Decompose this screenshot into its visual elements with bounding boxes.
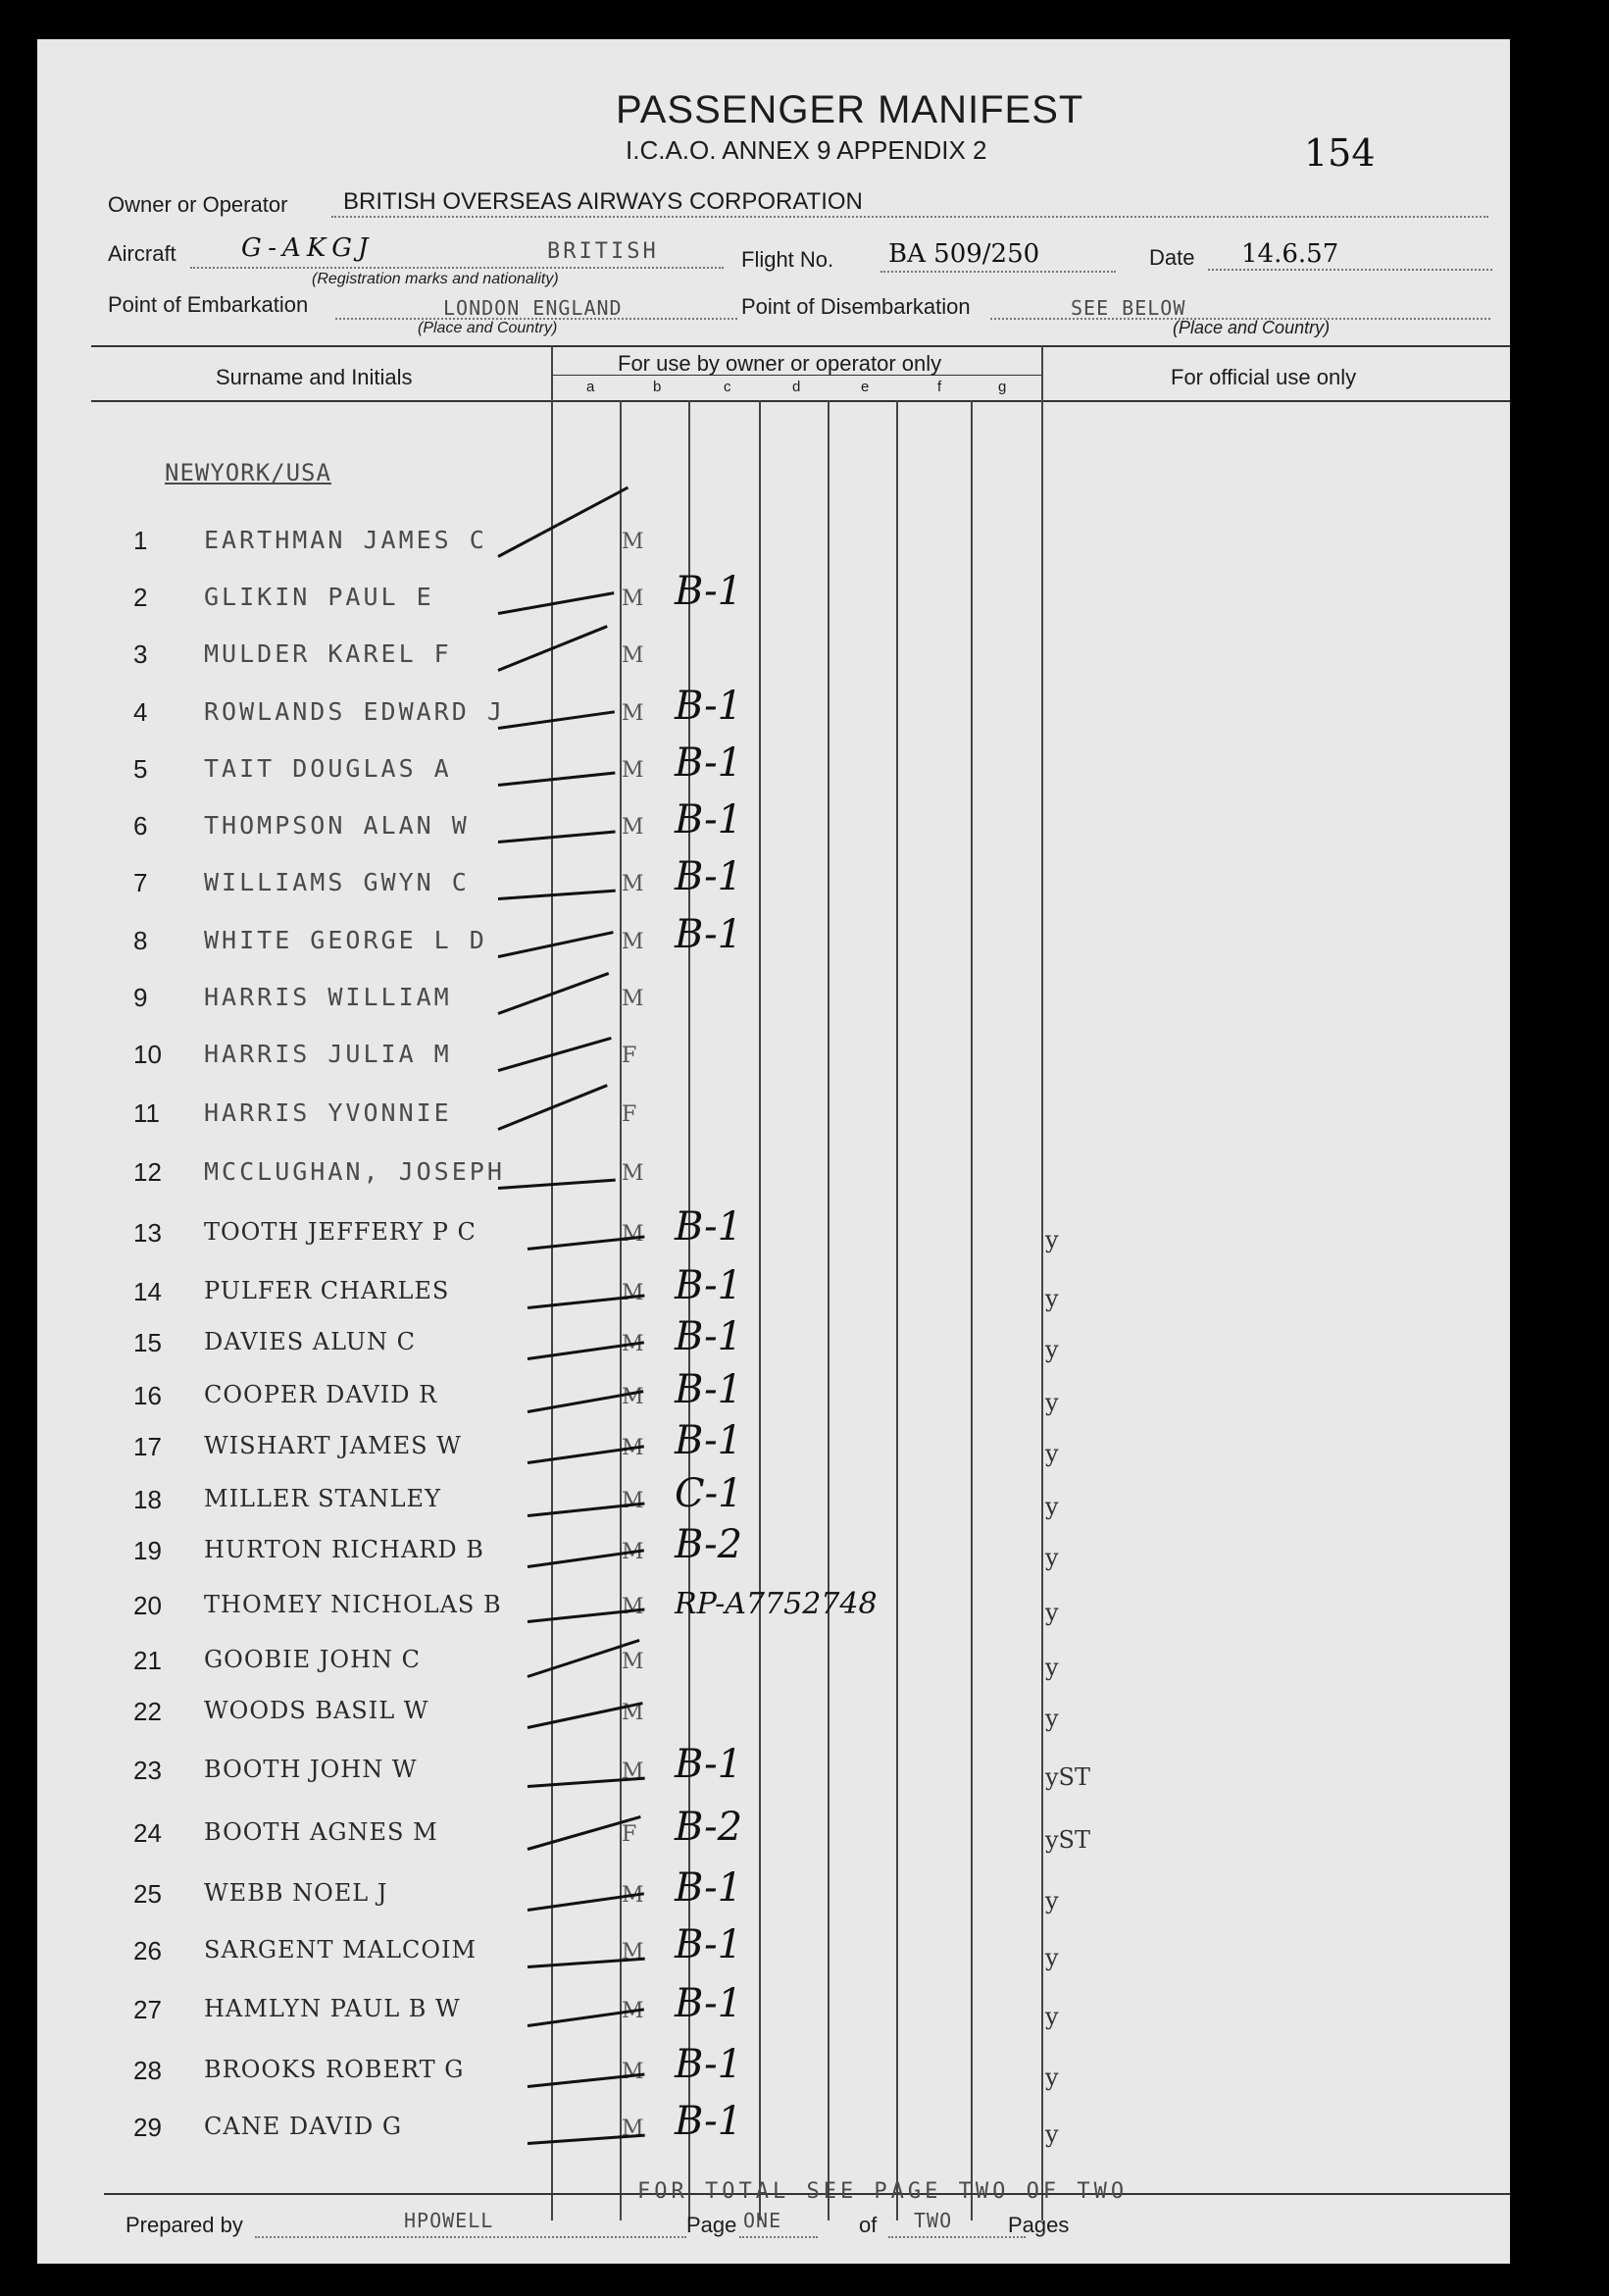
page-number: 154 xyxy=(1304,131,1376,175)
passenger-name: THOMEY NICHOLAS B xyxy=(204,1591,502,1618)
visa-class-mark: B-2 xyxy=(675,1805,743,1850)
passenger-sex: M xyxy=(622,1540,644,1564)
passenger-row xyxy=(37,1314,1510,1383)
passenger-number: 22 xyxy=(133,1697,162,1726)
passenger-row xyxy=(37,1805,1510,1873)
aircraft-value: G-AKGJ xyxy=(241,233,375,263)
passenger-name: GLIKIN PAUL E xyxy=(204,583,434,611)
passenger-row xyxy=(37,740,1510,809)
passenger-number: 17 xyxy=(133,1432,162,1461)
date-label: Date xyxy=(1149,245,1195,270)
document-subtitle: I.C.A.O. ANNEX 9 APPENDIX 2 xyxy=(626,135,987,165)
status-mark: y xyxy=(1045,2120,1059,2148)
passenger-row xyxy=(37,1040,1510,1095)
passenger-name: HURTON RICHARD B xyxy=(204,1536,484,1563)
passenger-number: 2 xyxy=(133,583,148,612)
prepared-by-value: HPOWELL xyxy=(404,2209,494,2232)
visa-class-mark: B-1 xyxy=(675,1263,743,1308)
prepared-by-label: Prepared by xyxy=(126,2213,243,2237)
visa-class-mark: B-1 xyxy=(675,1367,743,1412)
passenger-number: 8 xyxy=(133,926,148,955)
passenger-name: BOOTH JOHN W xyxy=(204,1756,418,1783)
passenger-row xyxy=(37,526,1510,581)
visa-class-mark: B-1 xyxy=(675,912,743,957)
passenger-row xyxy=(37,1367,1510,1436)
passenger-name: MCCLUGHAN, JOSEPH xyxy=(204,1157,505,1186)
passenger-sex: M xyxy=(622,1650,644,1674)
passenger-row xyxy=(37,1471,1510,1540)
passenger-name: TOOTH JEFFERY P C xyxy=(204,1218,477,1246)
passenger-number: 7 xyxy=(133,868,148,897)
passenger-row xyxy=(37,1981,1510,2050)
sub-col-c: c xyxy=(724,379,731,395)
passenger-number: 23 xyxy=(133,1756,162,1785)
passenger-sex: M xyxy=(622,1161,644,1186)
passenger-row xyxy=(37,1697,1510,1752)
passenger-name: HARRIS JULIA M xyxy=(204,1040,452,1068)
passenger-sex: M xyxy=(622,987,644,1011)
passenger-number: 21 xyxy=(133,1646,162,1675)
nationality-value: BRITISH xyxy=(547,239,659,264)
owner-label: Owner or Operator xyxy=(108,192,288,217)
passenger-row xyxy=(37,1865,1510,1934)
passenger-row xyxy=(37,1157,1510,1212)
passenger-row xyxy=(37,1098,1510,1153)
passenger-number: 29 xyxy=(133,2113,162,2142)
passenger-name: MILLER STANLEY xyxy=(204,1485,441,1512)
passenger-sex: M xyxy=(622,1385,644,1409)
visa-class-mark: B-1 xyxy=(675,1314,743,1359)
visa-class-mark: B-1 xyxy=(675,569,743,614)
total-note: FOR TOTAL SEE PAGE TWO OF TWO xyxy=(637,2179,1129,2204)
sub-col-a: a xyxy=(586,379,595,395)
pages-label: Pages xyxy=(1008,2213,1070,2237)
visa-class-mark: C-1 xyxy=(675,1471,743,1516)
passenger-row xyxy=(37,797,1510,866)
passenger-sex: M xyxy=(622,587,644,611)
passenger-sex: M xyxy=(622,2060,644,2084)
passenger-row xyxy=(37,2099,1510,2168)
visa-class-mark: B-1 xyxy=(675,1981,743,2026)
passenger-row xyxy=(37,1418,1510,1487)
passenger-row xyxy=(37,1522,1510,1591)
passenger-row xyxy=(37,1204,1510,1273)
column-operator-header: For use by owner or operator only xyxy=(618,351,942,376)
status-mark: y xyxy=(1045,1440,1059,1467)
passenger-row xyxy=(37,983,1510,1038)
aircraft-label: Aircraft xyxy=(108,241,176,266)
sub-col-g: g xyxy=(998,379,1007,395)
passenger-sex: M xyxy=(622,2117,644,2141)
passenger-name: BOOTH AGNES M xyxy=(204,1818,438,1846)
passenger-sex: M xyxy=(622,872,644,896)
passenger-number: 24 xyxy=(133,1818,162,1848)
passenger-sex: M xyxy=(622,701,644,726)
registration-note: (Registration marks and nationality) xyxy=(312,271,559,287)
check-tick-mark xyxy=(498,931,614,958)
passenger-row xyxy=(37,912,1510,981)
passenger-sex: M xyxy=(622,1595,644,1619)
check-tick-mark xyxy=(498,710,615,730)
passenger-sex: M xyxy=(622,1701,644,1725)
passenger-sex: M xyxy=(622,1222,644,1247)
disembarkation-value: SEE BELOW xyxy=(1071,296,1186,320)
disembarkation-place-note: (Place and Country) xyxy=(1173,318,1331,337)
passenger-name: WHITE GEORGE L D xyxy=(204,926,487,954)
passenger-name: DAVIES ALUN C xyxy=(204,1328,416,1355)
passenger-number: 9 xyxy=(133,983,148,1012)
passenger-name: ROWLANDS EDWARD J xyxy=(204,697,505,726)
passenger-number: 12 xyxy=(133,1157,162,1187)
passenger-name: GOOBIE JOHN C xyxy=(204,1646,422,1673)
passenger-sex: M xyxy=(622,1999,644,2023)
passenger-row xyxy=(37,1646,1510,1701)
check-tick-mark xyxy=(498,771,616,787)
status-mark: y xyxy=(1045,1226,1059,1253)
visa-class-mark: B-1 xyxy=(675,2042,743,2087)
visa-class-mark: B-1 xyxy=(675,684,743,729)
of-value: TWO xyxy=(914,2209,953,2232)
visa-class-mark: B-1 xyxy=(675,740,743,786)
check-tick-mark xyxy=(498,591,615,615)
passenger-number: 27 xyxy=(133,1995,162,2024)
passenger-name: HAMLYN PAUL B W xyxy=(204,1995,461,2022)
sub-col-e: e xyxy=(861,379,870,395)
passenger-sex: M xyxy=(622,1489,644,1513)
passenger-sex: F xyxy=(622,1044,637,1068)
passenger-sex: M xyxy=(622,1332,644,1356)
check-tick-mark xyxy=(498,890,616,900)
passenger-row xyxy=(37,1742,1510,1811)
flight-label: Flight No. xyxy=(741,247,834,272)
passenger-number: 26 xyxy=(133,1936,162,1965)
status-mark: y xyxy=(1045,1285,1059,1312)
visa-class-mark: B-1 xyxy=(675,1922,743,1967)
status-mark: y xyxy=(1045,1493,1059,1520)
status-mark: y xyxy=(1045,1705,1059,1732)
visa-class-mark: B-1 xyxy=(675,1865,743,1911)
passenger-name: WOODS BASIL W xyxy=(204,1697,429,1724)
passenger-name: WEBB NOEL J xyxy=(204,1879,388,1907)
passenger-number: 1 xyxy=(133,526,148,555)
passenger-row xyxy=(37,1587,1510,1646)
passenger-row xyxy=(37,854,1510,923)
passenger-name: COOPER DAVID R xyxy=(204,1381,438,1408)
passenger-number: 4 xyxy=(133,697,148,727)
destination-heading: NEWYORK/USA xyxy=(165,459,331,486)
passenger-sex: M xyxy=(622,530,644,554)
passenger-row xyxy=(37,684,1510,752)
manifest-sheet xyxy=(37,39,1510,2264)
status-mark: y xyxy=(1045,2003,1059,2030)
flight-value: BA 509/250 xyxy=(888,239,1040,269)
disembarkation-label: Point of Disembarkation xyxy=(741,294,971,319)
passenger-number: 14 xyxy=(133,1277,162,1306)
column-official-header: For official use only xyxy=(1171,365,1357,389)
passenger-number: 5 xyxy=(133,754,148,784)
passenger-name: HARRIS WILLIAM xyxy=(204,983,452,1011)
passenger-number: 28 xyxy=(133,2056,162,2085)
column-surname-header: Surname and Initials xyxy=(216,365,413,389)
visa-class-mark: B-2 xyxy=(675,1522,743,1567)
status-mark: y xyxy=(1045,1544,1059,1571)
status-mark: y xyxy=(1045,1389,1059,1416)
page-label: Page xyxy=(686,2213,737,2237)
passenger-name: WISHART JAMES W xyxy=(204,1432,462,1459)
owner-value: BRITISH OVERSEAS AIRWAYS CORPORATION xyxy=(343,188,863,215)
passenger-name: EARTHMAN JAMES C xyxy=(204,526,487,554)
check-tick-mark xyxy=(498,1037,612,1072)
passenger-number: 25 xyxy=(133,1879,162,1909)
passenger-name: PULFER CHARLES xyxy=(204,1277,450,1304)
visa-class-mark: B-1 xyxy=(675,854,743,899)
passenger-sex: F xyxy=(622,1822,637,1847)
passenger-sex: M xyxy=(622,1883,644,1908)
visa-class-mark: B-1 xyxy=(675,1742,743,1787)
check-tick-mark xyxy=(497,486,629,558)
passenger-number: 19 xyxy=(133,1536,162,1565)
visa-class-mark: B-1 xyxy=(675,1418,743,1463)
of-label: of xyxy=(859,2213,878,2237)
embarkation-value: LONDON ENGLAND xyxy=(443,296,623,320)
status-mark: y xyxy=(1045,2064,1059,2091)
passenger-name: BROOKS ROBERT G xyxy=(204,2056,465,2083)
status-mark: yST xyxy=(1045,1763,1091,1791)
visa-class-mark: RP-A7752748 xyxy=(675,1587,878,1621)
passenger-number: 6 xyxy=(133,811,148,841)
embarkation-place-note: (Place and Country) xyxy=(418,320,558,336)
passenger-row xyxy=(37,2042,1510,2111)
passenger-number: 13 xyxy=(133,1218,162,1248)
passenger-name: HARRIS YVONNIE xyxy=(204,1098,452,1127)
passenger-sex: M xyxy=(622,1436,644,1460)
sub-col-f: f xyxy=(937,379,942,395)
passenger-name: WILLIAMS GWYN C xyxy=(204,868,470,896)
date-value: 14.6.57 xyxy=(1241,239,1339,269)
passenger-sex: M xyxy=(622,1940,644,1964)
passenger-row xyxy=(37,1263,1510,1332)
sub-col-d: d xyxy=(792,379,801,395)
status-mark: y xyxy=(1045,1887,1059,1914)
passenger-sex: M xyxy=(622,1281,644,1305)
passenger-number: 16 xyxy=(133,1381,162,1410)
passenger-number: 3 xyxy=(133,639,148,669)
page-value: ONE xyxy=(743,2209,782,2232)
passenger-number: 15 xyxy=(133,1328,162,1357)
embarkation-label: Point of Embarkation xyxy=(108,292,309,317)
passenger-sex: M xyxy=(622,815,644,840)
passenger-name: THOMPSON ALAN W xyxy=(204,811,470,840)
status-mark: y xyxy=(1045,1654,1059,1681)
passenger-sex: M xyxy=(622,1760,644,1784)
status-mark: y xyxy=(1045,1944,1059,1971)
passenger-name: MULDER KAREL F xyxy=(204,639,452,668)
passenger-name: TAIT DOUGLAS A xyxy=(204,754,452,783)
passenger-sex: M xyxy=(622,758,644,783)
status-mark: y xyxy=(1045,1599,1059,1626)
check-tick-mark xyxy=(498,831,616,843)
passenger-sex: F xyxy=(622,1102,637,1127)
status-mark: yST xyxy=(1045,1826,1091,1854)
passenger-number: 18 xyxy=(133,1485,162,1514)
passenger-row xyxy=(37,569,1510,638)
sub-col-b: b xyxy=(653,379,662,395)
status-mark: y xyxy=(1045,1336,1059,1363)
visa-class-mark: B-1 xyxy=(675,1204,743,1250)
visa-class-mark: B-1 xyxy=(675,2099,743,2144)
passenger-number: 10 xyxy=(133,1040,162,1069)
passenger-sex: M xyxy=(622,643,644,668)
passenger-row xyxy=(37,639,1510,694)
passenger-name: SARGENT MALCOIM xyxy=(204,1936,478,1964)
document-title: PASSENGER MANIFEST xyxy=(616,88,1084,131)
passenger-row xyxy=(37,1922,1510,1991)
visa-class-mark: B-1 xyxy=(675,797,743,842)
check-tick-mark xyxy=(498,1179,616,1190)
passenger-sex: M xyxy=(622,930,644,954)
passenger-name: CANE DAVID G xyxy=(204,2113,403,2140)
passenger-number: 20 xyxy=(133,1591,162,1620)
passenger-number: 11 xyxy=(133,1098,160,1128)
